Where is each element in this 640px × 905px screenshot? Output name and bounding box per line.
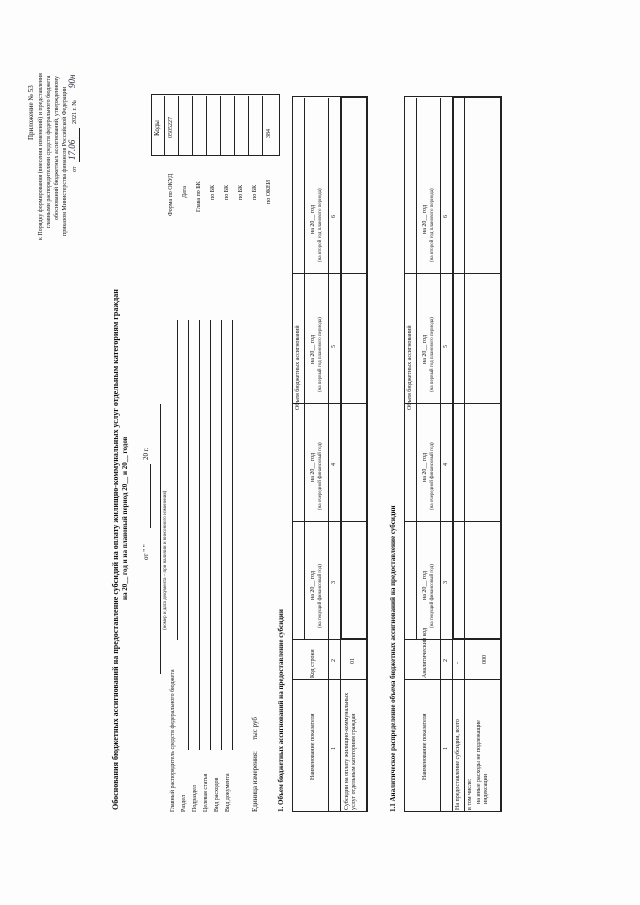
header-year: 2021 г. №: [72, 99, 78, 124]
col-year: на 20__ год: [422, 334, 428, 364]
codes-row-line: [164, 96, 165, 156]
col-number: 2: [331, 659, 337, 662]
field-line: [221, 320, 222, 750]
codes-row-label: по БК: [224, 184, 230, 200]
codes-row-line: [178, 96, 179, 156]
codes-row-line: [262, 96, 263, 156]
field-label: Подраздел: [192, 785, 198, 812]
table-hline: [440, 98, 441, 812]
col-year: на 20__ год: [310, 334, 316, 364]
col-sub: (на первый год планового периода): [430, 317, 435, 392]
col-code-header: Аналитический код: [422, 627, 428, 678]
row-code: 000: [482, 655, 488, 664]
col-name-header: Наименование показателя: [310, 713, 316, 780]
date-underline: [79, 128, 80, 162]
header-date-prefix: от: [72, 166, 78, 172]
field-label: Вид расходов: [214, 777, 220, 812]
col-sub: (на второй год планового периода): [318, 188, 323, 262]
field-line: [177, 320, 178, 640]
col-year: на 20__ год: [310, 452, 316, 482]
codes-header: Коды: [153, 120, 161, 136]
col-number: 5: [331, 345, 337, 348]
field-line: [232, 320, 233, 750]
col-number: 6: [331, 215, 337, 218]
col-number: 5: [443, 345, 449, 348]
data-entry-frame: [340, 96, 368, 640]
date-line: [150, 464, 151, 528]
section1-title: 1. Объем бюджетных ассигнований на предоставление субсидии: [277, 609, 285, 812]
codes-row-label: по БК: [238, 184, 244, 200]
row-code: -: [455, 662, 461, 664]
unit-label: Единица измерения:: [251, 751, 259, 812]
header-line: к Порядку формирования (внесения изменений) и представления: [38, 73, 44, 240]
row-name: в том числе:: [467, 778, 473, 810]
form-title: Обоснования бюджетных ассигнований на предоставление субсидий на оплату жилищно-коммунальных услуг отдельным категориям граждан: [111, 289, 120, 810]
codes-row-label: по БК: [210, 184, 216, 200]
col-number: 6: [443, 215, 449, 218]
table-hline: [328, 98, 329, 812]
header-line: главными распорядителями средств федерального бюджета: [46, 75, 52, 228]
field-line: [188, 320, 189, 750]
col-number: 3: [331, 581, 337, 584]
col-sub: (на второй год планового периода): [430, 188, 435, 262]
codes-row-line: [234, 96, 235, 156]
data-entry-frame: [452, 96, 502, 640]
field-label: Целевая статья: [203, 773, 209, 812]
codes-row-line: [248, 96, 249, 156]
unit-value: тыс руб: [251, 717, 259, 740]
field-line: [199, 320, 200, 750]
col-sub: (на текущий финансовый год): [430, 564, 435, 628]
codes-row-value: 0505227: [168, 117, 174, 138]
group-header: Объем бюджетных ассигнований: [295, 325, 301, 410]
col-number: 1: [331, 747, 337, 750]
col-year: на 20__ год: [422, 570, 428, 600]
header-line: обоснований бюджетных ассигнований, утвержденному: [54, 76, 60, 220]
codes-row-line: [206, 96, 207, 156]
col-sub: (на текущий финансовый год): [318, 564, 323, 628]
codes-row-label: по БК: [252, 184, 258, 200]
col-code-header: Код строки: [310, 649, 316, 678]
col-sub: (на первый год планового периода): [318, 317, 323, 392]
col-number: 4: [443, 463, 449, 466]
row-name: на иные расходы не подлежащие индексации: [476, 720, 489, 804]
row-name: На предоставление субсидии, всего: [455, 719, 461, 810]
col-name-header: Наименование показателя: [422, 713, 428, 780]
table-hline: [416, 98, 417, 640]
field-line: [210, 320, 211, 750]
doc-date-year: 20 г.: [142, 447, 150, 460]
col-number: 1: [443, 747, 449, 750]
codes-row-label: Форма по ОКУД: [168, 173, 174, 216]
col-number: 4: [331, 463, 337, 466]
form-subtitle: на 20__ год и на плановый период 20__ и 20__ годов: [121, 436, 129, 600]
table-vline: [292, 679, 366, 680]
col-number: 2: [443, 659, 449, 662]
codes-row-label: по ОКЕИ: [266, 179, 272, 204]
doc-note: (номер и дата документа – при наличии и внесенного изменения): [163, 490, 168, 630]
col-year: на 20__ год: [422, 204, 428, 234]
field-label: Раздел: [181, 795, 187, 812]
note-line: [160, 404, 161, 674]
codes-row-line: [220, 96, 221, 156]
col-number: 3: [443, 581, 449, 584]
codes-row-value: 384: [266, 129, 272, 138]
header-date-handwritten: 17.06: [67, 139, 77, 160]
field-label: Вид документа: [225, 773, 231, 812]
doc-date-from: от " ": [142, 544, 150, 560]
field-label: Главный распорядитель средств федерального бюджета: [170, 669, 176, 812]
header-line: приказом Министерства финансов Российской Федерации: [62, 86, 68, 236]
table-hline: [304, 98, 305, 640]
codes-row-line: [192, 96, 193, 156]
appendix-number: Приложение № 53: [27, 85, 35, 140]
section11-title: 1.1 Аналитическое распределение объема бюджетных ассигнований на предоставление субсидии: [389, 505, 397, 812]
col-year: на 20__ год: [310, 570, 316, 600]
col-sub: (на очередной финансовый год): [430, 442, 435, 510]
col-year: на 20__ год: [310, 204, 316, 234]
row-name: Субсидии на оплату жилищно-коммунальных услуг отдельным категориям граждан: [344, 692, 357, 810]
codes-row-label: Глава по БК: [196, 181, 202, 212]
group-header: Объем бюджетных ассигнований: [407, 325, 413, 410]
codes-row-label: Дата: [182, 186, 188, 198]
col-year: на 20__ год: [422, 452, 428, 482]
row-code: 01: [350, 658, 356, 664]
col-sub: (на очередной финансовый год): [318, 442, 323, 510]
header-number-handwritten: 90н: [67, 74, 77, 88]
